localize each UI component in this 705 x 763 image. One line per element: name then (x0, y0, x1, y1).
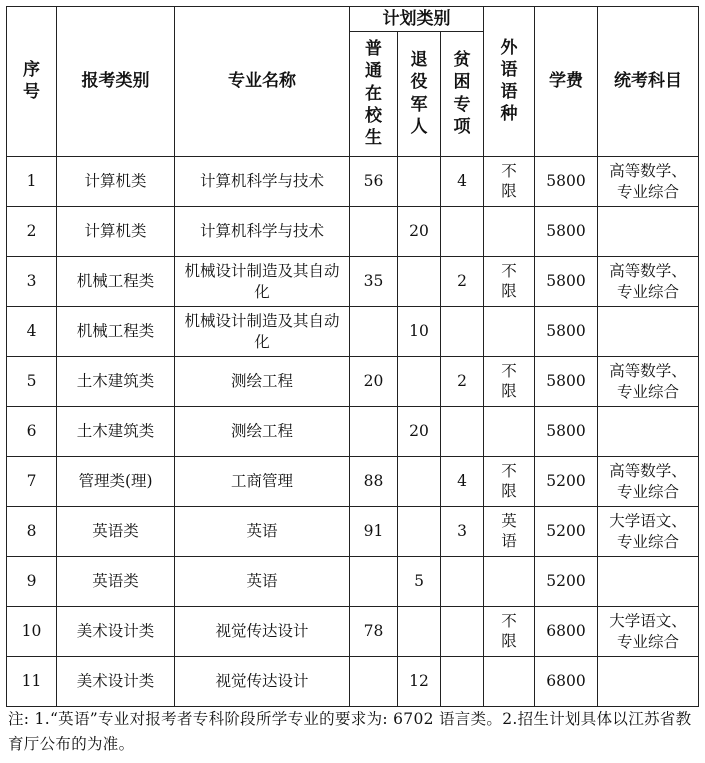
header-row-top (7, 7, 699, 32)
cell-plan-regular: 35 (350, 257, 398, 307)
table-row (7, 257, 699, 307)
cell-plan-regular: 56 (350, 157, 398, 207)
cell-major: 英语 (175, 507, 350, 557)
cell-category: 土木建筑类 (57, 407, 175, 457)
cell-exam: 大学语文、专业综合 (598, 507, 699, 557)
cell-fee: 5800 (535, 207, 598, 257)
cell-major: 英语 (175, 557, 350, 607)
cell-plan-regular (350, 657, 398, 707)
cell-plan-veteran: 10 (398, 307, 441, 357)
cell-plan-poverty (441, 307, 484, 357)
header-plan-veteran: 退役军人 (398, 32, 441, 157)
cell-plan-veteran (398, 457, 441, 507)
table-row (7, 407, 699, 457)
cell-fee: 5200 (535, 507, 598, 557)
cell-major: 测绘工程 (175, 357, 350, 407)
cell-fee: 5800 (535, 407, 598, 457)
cell-plan-regular (350, 407, 398, 457)
table-row (7, 607, 699, 657)
header-plan-group: 计划类别 (350, 7, 484, 32)
cell-exam: 高等数学、专业综合 (598, 457, 699, 507)
cell-seq: 6 (7, 407, 57, 457)
header-exam: 统考科目 (598, 7, 699, 157)
table-body (7, 157, 699, 707)
header-category: 报考类别 (57, 7, 175, 157)
header-fee: 学费 (535, 7, 598, 157)
cell-language: 不限 (484, 257, 535, 307)
cell-category: 管理类(理) (57, 457, 175, 507)
cell-fee: 5800 (535, 257, 598, 307)
cell-language: 不限 (484, 357, 535, 407)
cell-plan-poverty (441, 407, 484, 457)
header-plan-regular: 普通在校生 (350, 32, 398, 157)
cell-plan-poverty (441, 207, 484, 257)
footnote: 注: 1.“英语”专业对报考者专科阶段所学专业的要求为: 6702 语言类。2.招生计划具体以江苏省教育厅公布的为准。 (8, 710, 692, 753)
cell-plan-poverty: 4 (441, 157, 484, 207)
cell-plan-veteran (398, 507, 441, 557)
cell-plan-poverty: 2 (441, 257, 484, 307)
cell-plan-regular: 78 (350, 607, 398, 657)
cell-exam: 大学语文、专业综合 (598, 607, 699, 657)
cell-plan-poverty (441, 657, 484, 707)
cell-exam: 高等数学、专业综合 (598, 357, 699, 407)
cell-language: 不限 (484, 157, 535, 207)
cell-plan-poverty (441, 557, 484, 607)
table-row (7, 157, 699, 207)
cell-plan-regular: 91 (350, 507, 398, 557)
cell-exam (598, 657, 699, 707)
cell-category: 美术设计类 (57, 607, 175, 657)
cell-plan-veteran (398, 607, 441, 657)
cell-seq: 10 (7, 607, 57, 657)
cell-seq: 7 (7, 457, 57, 507)
cell-exam (598, 557, 699, 607)
table-row (7, 457, 699, 507)
cell-language (484, 307, 535, 357)
cell-category: 计算机类 (57, 157, 175, 207)
cell-seq: 2 (7, 207, 57, 257)
table-row (7, 557, 699, 607)
cell-plan-veteran (398, 257, 441, 307)
cell-language (484, 557, 535, 607)
enrollment-plan-table (6, 6, 699, 707)
cell-exam (598, 407, 699, 457)
cell-fee: 6800 (535, 607, 598, 657)
cell-seq: 1 (7, 157, 57, 207)
table-row (7, 307, 699, 357)
cell-plan-regular (350, 207, 398, 257)
cell-plan-poverty: 4 (441, 457, 484, 507)
cell-exam (598, 307, 699, 357)
cell-language: 英语 (484, 507, 535, 557)
cell-seq: 9 (7, 557, 57, 607)
cell-plan-poverty: 2 (441, 357, 484, 407)
cell-plan-regular: 20 (350, 357, 398, 407)
cell-exam: 高等数学、专业综合 (598, 157, 699, 207)
cell-language: 不限 (484, 607, 535, 657)
cell-category: 机械工程类 (57, 307, 175, 357)
cell-plan-veteran: 20 (398, 207, 441, 257)
cell-seq: 3 (7, 257, 57, 307)
cell-plan-regular: 88 (350, 457, 398, 507)
cell-category: 土木建筑类 (57, 357, 175, 407)
cell-fee: 5200 (535, 457, 598, 507)
cell-plan-veteran: 5 (398, 557, 441, 607)
cell-seq: 5 (7, 357, 57, 407)
cell-plan-regular (350, 557, 398, 607)
cell-plan-poverty (441, 607, 484, 657)
cell-fee: 5800 (535, 157, 598, 207)
cell-plan-veteran (398, 157, 441, 207)
cell-plan-veteran: 20 (398, 407, 441, 457)
cell-seq: 4 (7, 307, 57, 357)
cell-major: 测绘工程 (175, 407, 350, 457)
header-seq: 序号 (7, 7, 57, 157)
cell-category: 英语类 (57, 557, 175, 607)
cell-plan-poverty: 3 (441, 507, 484, 557)
cell-major: 视觉传达设计 (175, 657, 350, 707)
cell-fee: 5800 (535, 307, 598, 357)
cell-major: 计算机科学与技术 (175, 157, 350, 207)
cell-fee: 5200 (535, 557, 598, 607)
table-row (7, 207, 699, 257)
cell-plan-veteran (398, 357, 441, 407)
cell-language (484, 207, 535, 257)
cell-major: 机械设计制造及其自动化 (175, 257, 350, 307)
cell-major: 计算机科学与技术 (175, 207, 350, 257)
cell-plan-veteran: 12 (398, 657, 441, 707)
cell-category: 美术设计类 (57, 657, 175, 707)
cell-fee: 6800 (535, 657, 598, 707)
cell-category: 计算机类 (57, 207, 175, 257)
table-row (7, 507, 699, 557)
cell-major: 视觉传达设计 (175, 607, 350, 657)
cell-seq: 8 (7, 507, 57, 557)
cell-language (484, 657, 535, 707)
cell-plan-regular (350, 307, 398, 357)
cell-fee: 5800 (535, 357, 598, 407)
cell-seq: 11 (7, 657, 57, 707)
cell-major: 工商管理 (175, 457, 350, 507)
table-row (7, 357, 699, 407)
cell-major: 机械设计制造及其自动化 (175, 307, 350, 357)
cell-language: 不限 (484, 457, 535, 507)
cell-category: 英语类 (57, 507, 175, 557)
cell-language (484, 407, 535, 457)
header-major: 专业名称 (175, 7, 350, 157)
cell-category: 机械工程类 (57, 257, 175, 307)
header-plan-poverty: 贫困专项 (441, 32, 484, 157)
table-row (7, 657, 699, 707)
cell-exam: 高等数学、专业综合 (598, 257, 699, 307)
cell-exam (598, 207, 699, 257)
header-language: 外语语种 (484, 7, 535, 157)
